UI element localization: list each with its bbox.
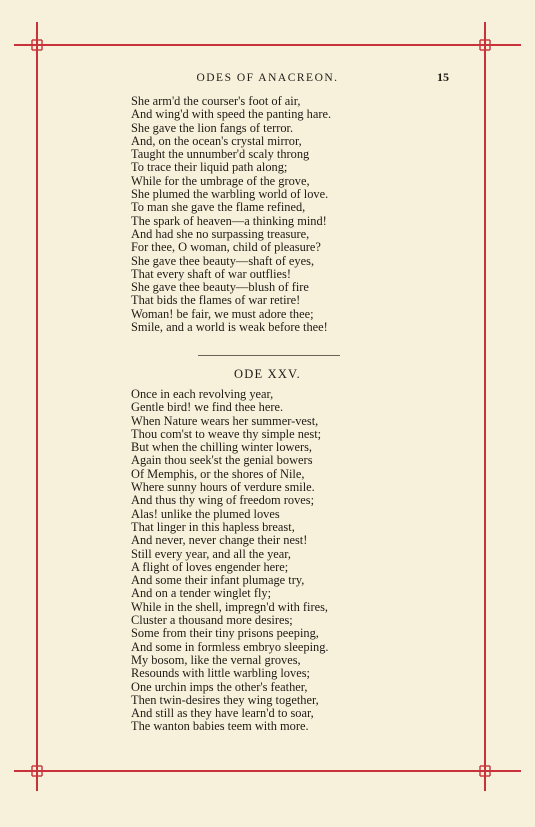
verse-stanza-one xyxy=(131,95,471,334)
verse-line: To trace their liquid path along; xyxy=(131,160,288,175)
verse-line: My bosom, like the vernal groves, xyxy=(131,652,301,667)
verse-line: That bids the flames of war retire! xyxy=(131,293,301,308)
corner-ornament-icon xyxy=(472,758,498,784)
verse-line: And, on the ocean's crystal mirror, xyxy=(131,133,302,148)
verse-line: Gentle bird! we find thee here. xyxy=(131,400,284,415)
verse-line: And had she no surpassing treasure, xyxy=(131,226,310,241)
verse-line: Smile, and a world is weak before thee! xyxy=(131,320,328,335)
section-divider xyxy=(198,355,340,356)
verse-line: Thou com'st to weave thy simple nest; xyxy=(131,426,322,441)
verse-line: She arm'd the courser's foot of air, xyxy=(131,94,301,108)
verse-line: One urchin imps the other's feather, xyxy=(131,679,308,694)
verse-line: And still as they have learn'd to soar, xyxy=(131,706,314,721)
ode-title: ODE XXV. xyxy=(233,367,301,381)
verse-line: While for the umbrage of the grove, xyxy=(131,173,310,188)
border-top-rule xyxy=(14,44,521,46)
verse-line: She plumed the warbling world of love. xyxy=(131,187,329,202)
verse-line: Cluster a thousand more desires; xyxy=(131,613,293,628)
verse-line: And on a tender winglet fly; xyxy=(131,586,272,601)
verse-line: And never, never change their nest! xyxy=(131,533,308,548)
verse-line: And some in formless embryo sleeping. xyxy=(131,639,329,654)
verse-line: And thus thy wing of freedom roves; xyxy=(131,493,315,508)
verse-line: Still every year, and all the year, xyxy=(131,546,292,561)
border-right-rule xyxy=(484,22,486,791)
page-number: 15 xyxy=(437,70,449,84)
verse-line: Woman! be fair, we must adore thee; xyxy=(131,306,314,321)
verse-line: She gave thee beauty—shaft of eyes, xyxy=(131,253,315,268)
verse-line: And some their infant plumage try, xyxy=(131,573,305,588)
verse-line: While in the shell, impregn'd with fires, xyxy=(131,599,328,614)
border-left-rule xyxy=(36,22,38,791)
verse-line: Then twin-desires they wing together, xyxy=(131,692,319,707)
verse-line: Alas! unlike the plumed loves xyxy=(131,506,280,521)
verse-line: When Nature wears her summer-vest, xyxy=(131,413,319,428)
verse-line: Some from their tiny prisons peeping, xyxy=(131,626,319,641)
verse-line: Again thou seek'st the genial bowers xyxy=(131,453,313,468)
running-head: ODES OF ANACREON. xyxy=(196,72,339,84)
verse-line: That every shaft of war outflies! xyxy=(131,266,291,281)
verse-line: The wanton babies teem with more. xyxy=(131,719,309,734)
verse-line: Once in each revolving year, xyxy=(131,387,274,401)
verse-line: A flight of loves engender here; xyxy=(131,559,289,574)
border-bottom-rule xyxy=(14,770,521,772)
verse-line: Taught the unnumber'd scaly throng xyxy=(131,147,310,162)
verse-line: That linger in this hapless breast, xyxy=(131,519,295,534)
verse-line: She gave the lion fangs of terror. xyxy=(131,120,294,135)
corner-ornament-icon xyxy=(24,758,50,784)
verse-line: And wing'd with speed the panting hare. xyxy=(131,107,332,122)
verse-line: Resounds with little warbling loves; xyxy=(131,666,310,681)
verse-line: The spark of heaven—a thinking mind! xyxy=(131,213,327,228)
verse-line: To man she gave the flame refined, xyxy=(131,200,306,215)
verse-line: Where sunny hours of verdure smile. xyxy=(131,480,315,495)
verse-line: But when the chilling winter lowers, xyxy=(131,440,313,455)
verse-line: She gave thee beauty—blush of fire xyxy=(131,280,309,295)
verse-stanza-two xyxy=(131,388,471,734)
verse-line: Of Memphis, or the shores of Nile, xyxy=(131,466,305,481)
verse-line: For thee, O woman, child of pleasure? xyxy=(131,240,321,255)
corner-ornament-icon xyxy=(24,32,50,58)
corner-ornament-icon xyxy=(472,32,498,58)
